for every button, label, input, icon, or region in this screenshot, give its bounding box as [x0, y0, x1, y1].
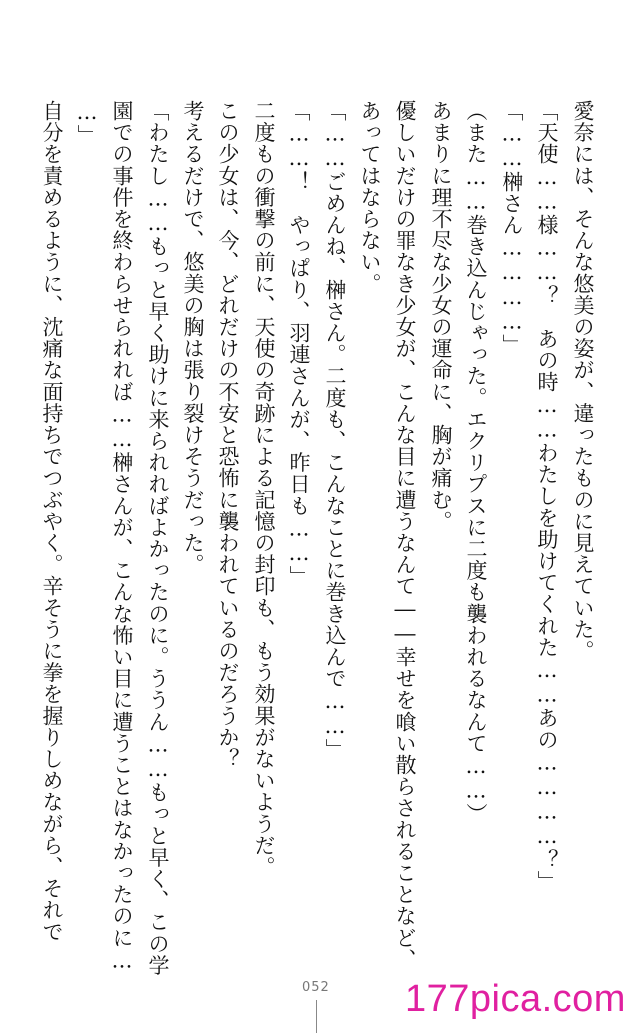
text-line: あってはならない。 [358, 100, 382, 295]
text-line: あまりに理不尽な少女の運命に、胸が痛む。 [429, 100, 453, 532]
watermark: 177pica.com [405, 978, 626, 1020]
text-line: 「……榊さん…………」 [500, 100, 524, 356]
page-number: 052 [302, 980, 330, 995]
text-line: 優しいだけの罪なき少女が、こんな目に遭うなんて――幸せを喰い散らされることなど、 [393, 100, 417, 970]
text-line: （また……巻き込んじゃった。エクリプスに二度も襲われるなんて……） [464, 100, 488, 825]
text-line: 「……！ やっぱり、羽連さんが、昨日も……」 [287, 100, 311, 588]
page-number-rule [316, 1000, 317, 1033]
text-line: この少女は、今、どれだけの不安と恐怖に襲われているのだろうか？ [216, 100, 240, 770]
text-line: 考えるだけで、悠美の胸は張り裂けそうだった。 [181, 100, 205, 576]
text-line: …」 [75, 100, 99, 147]
text-line: 自分を責めるように、沈痛な面持ちでつぶやく。辛そうに拳を握りしめながら、それで [40, 100, 64, 943]
text-line: 「……ごめんね、榊さん。二度も、こんなことに巻き込んで……」 [323, 100, 347, 760]
text-line: 二度もの衝撃の前に、天使の奇跡による記憶の封印も、もう効果がないようだ。 [252, 100, 276, 878]
text-line: 「天使……様……？ あの時……わたしを助けてくれた……あの…………？」 [535, 100, 559, 892]
text-line: 園での事件を終わらせられれば……榊さんが、こんな怖い目に遭うことはなかったのに… [110, 100, 134, 973]
text-line: 愛奈には、そんな悠美の姿が、違ったものに見えていた。 [571, 100, 595, 662]
text-line: 「わたし……もっと早く助けに来られればよかったのに。ううん……もっと早く、この学 [146, 100, 170, 976]
